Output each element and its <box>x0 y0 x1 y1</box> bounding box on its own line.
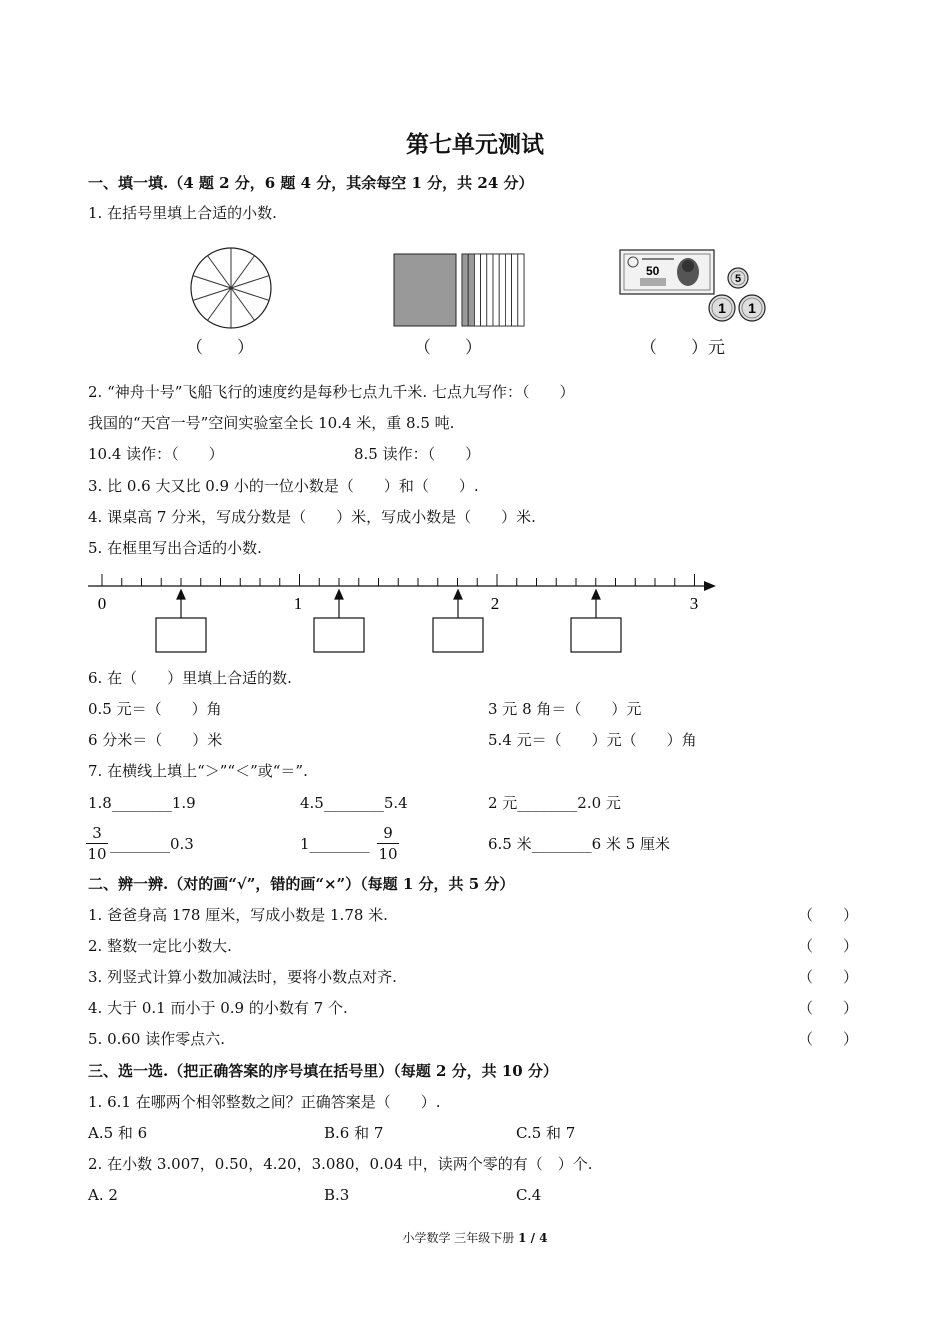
coin-value-1b: 1 <box>748 300 756 316</box>
money-figure <box>618 248 770 326</box>
tenth-strip <box>493 254 499 326</box>
section3-heading: 三、选一选.（把正确答案的序号填在括号里）（每题 2 分，共 10 分） <box>88 1062 558 1080</box>
tenth-strip <box>474 254 480 326</box>
q7-r1c: 2 元________2.0 元 <box>488 794 621 812</box>
judge-bracket-1[interactable]: （ ） <box>798 906 859 924</box>
pie-figure <box>186 244 276 332</box>
fraction-numerator: 9 <box>383 824 393 842</box>
choice-q1-c[interactable]: C.5 和 7 <box>516 1124 576 1142</box>
judge-bracket-2[interactable]: （ ） <box>798 937 859 955</box>
number-line-label-0: 0 <box>97 594 107 613</box>
tenth-strip <box>505 254 511 326</box>
judge-item-3: 3. 列竖式计算小数加减法时，要将小数点对齐. <box>88 968 397 986</box>
choice-q1-text: 1. 6.1 在哪两个相邻整数之间？正确答案是（ ）. <box>88 1093 441 1111</box>
tenth-strip <box>481 254 487 326</box>
q6-a: 0.5 元＝（ ）角 <box>88 700 222 718</box>
fraction-numerator: 3 <box>92 824 102 842</box>
choice-q1-b[interactable]: B.6 和 7 <box>324 1124 384 1142</box>
answer-box-1[interactable] <box>156 618 206 652</box>
q7-text: 7. 在横线上填上“＞”“＜”或“＝”. <box>88 762 308 780</box>
page-footer <box>0 1229 950 1246</box>
q6-c: 6 分米＝（ ）米 <box>88 731 223 749</box>
number-line-label-2: 2 <box>490 594 500 613</box>
tenth-strip <box>512 254 518 326</box>
choice-q1-a[interactable]: A.5 和 6 <box>88 1124 148 1142</box>
q1-blank-2[interactable]: （ ） <box>414 338 482 358</box>
square-tenths-figure <box>392 252 532 328</box>
q3-text: 3. 比 0.6 大又比 0.9 小的一位小数是（ ）和（ ）. <box>88 477 479 495</box>
page-title: 第七单元测试 <box>406 131 544 158</box>
q2-line1: 2. “神舟十号”飞船飞行的速度约是每秒七点九千米. 七点九写作：（ ） <box>88 383 575 401</box>
choice-q2-text: 2. 在小数 3.007，0.50，4.20，3.080，0.04 中，读两个零的有（ ）个. <box>88 1155 593 1173</box>
judge-item-5: 5. 0.60 读作零点六. <box>88 1030 226 1048</box>
choice-q2-a[interactable]: A. 2 <box>88 1186 118 1204</box>
q7-r1b: 4.5________5.4 <box>300 794 408 812</box>
q7-r2b-pre: 1________ <box>300 835 370 853</box>
fraction-denominator: 10 <box>378 845 398 863</box>
answer-box-3[interactable] <box>433 618 483 652</box>
tenth-strip <box>518 254 524 326</box>
footer-text: 小学数学 三年级下册 <box>402 1231 519 1245</box>
judge-item-1: 1. 爸爸身高 178 厘米，写成小数是 1.78 米. <box>88 906 388 924</box>
banknote-value: 50 <box>646 264 660 278</box>
tenth-strip <box>468 254 474 326</box>
fraction-denominator: 10 <box>87 845 107 863</box>
tenth-strip <box>499 254 505 326</box>
q2-read2: 8.5 读作：（ ） <box>354 445 481 463</box>
q6-d: 5.4 元＝（ ）元（ ）角 <box>488 731 697 749</box>
tenth-strip <box>487 254 493 326</box>
number-line-label-3: 3 <box>689 594 699 613</box>
fraction-3-10 <box>86 824 108 863</box>
q6-b: 3 元 8 角＝（ ）元 <box>488 700 642 718</box>
q7-r2c: 6.5 米________6 米 5 厘米 <box>488 835 671 853</box>
q2-line2: 我国的“天宫一号”空间实验室全长 10.4 米，重 8.5 吨. <box>88 414 455 432</box>
number-line-label-1: 1 <box>293 594 303 613</box>
number-line <box>80 570 730 660</box>
choice-q2-c[interactable]: C.4 <box>516 1186 542 1204</box>
q2-read1: 10.4 读作：（ ） <box>88 445 224 463</box>
tenth-strip <box>462 254 468 326</box>
q1-blank-1[interactable]: （ ） <box>186 338 254 358</box>
q1-text: 1. 在括号里填上合适的小数. <box>88 204 277 222</box>
q6-text: 6. 在（ ）里填上合适的数. <box>88 669 292 687</box>
answer-box-2[interactable] <box>314 618 364 652</box>
judge-bracket-4[interactable]: （ ） <box>798 999 859 1017</box>
q7-r2a-rest: ________0.3 <box>110 835 194 853</box>
q7-r1a: 1.8________1.9 <box>88 794 196 812</box>
choice-q2-b[interactable]: B.3 <box>324 1186 350 1204</box>
judge-bracket-5[interactable]: （ ） <box>798 1030 859 1048</box>
q5-text: 5. 在框里写出合适的小数. <box>88 539 262 557</box>
answer-box-4[interactable] <box>571 618 621 652</box>
coin-value-5: 5 <box>734 273 742 285</box>
judge-bracket-3[interactable]: （ ） <box>798 968 859 986</box>
coin-value-1a: 1 <box>718 300 726 316</box>
page-number: 1 / 4 <box>518 1231 548 1245</box>
judge-item-2: 2. 整数一定比小数大. <box>88 937 232 955</box>
q4-text: 4. 课桌高 7 分米，写成分数是（ ）米，写成小数是（ ）米. <box>88 508 536 526</box>
section2-heading: 二、辨一辨.（对的画“√”，错的画“×”）（每题 1 分，共 5 分） <box>88 875 515 893</box>
q1-blank-3[interactable]: （ ）元 <box>640 338 725 358</box>
fraction-9-10 <box>377 824 399 863</box>
judge-item-4: 4. 大于 0.1 而小于 0.9 的小数有 7 个. <box>88 999 348 1017</box>
section1-heading: 一、填一填.（4 题 2 分，6 题 4 分，其余每空 1 分，共 24 分） <box>88 174 534 192</box>
